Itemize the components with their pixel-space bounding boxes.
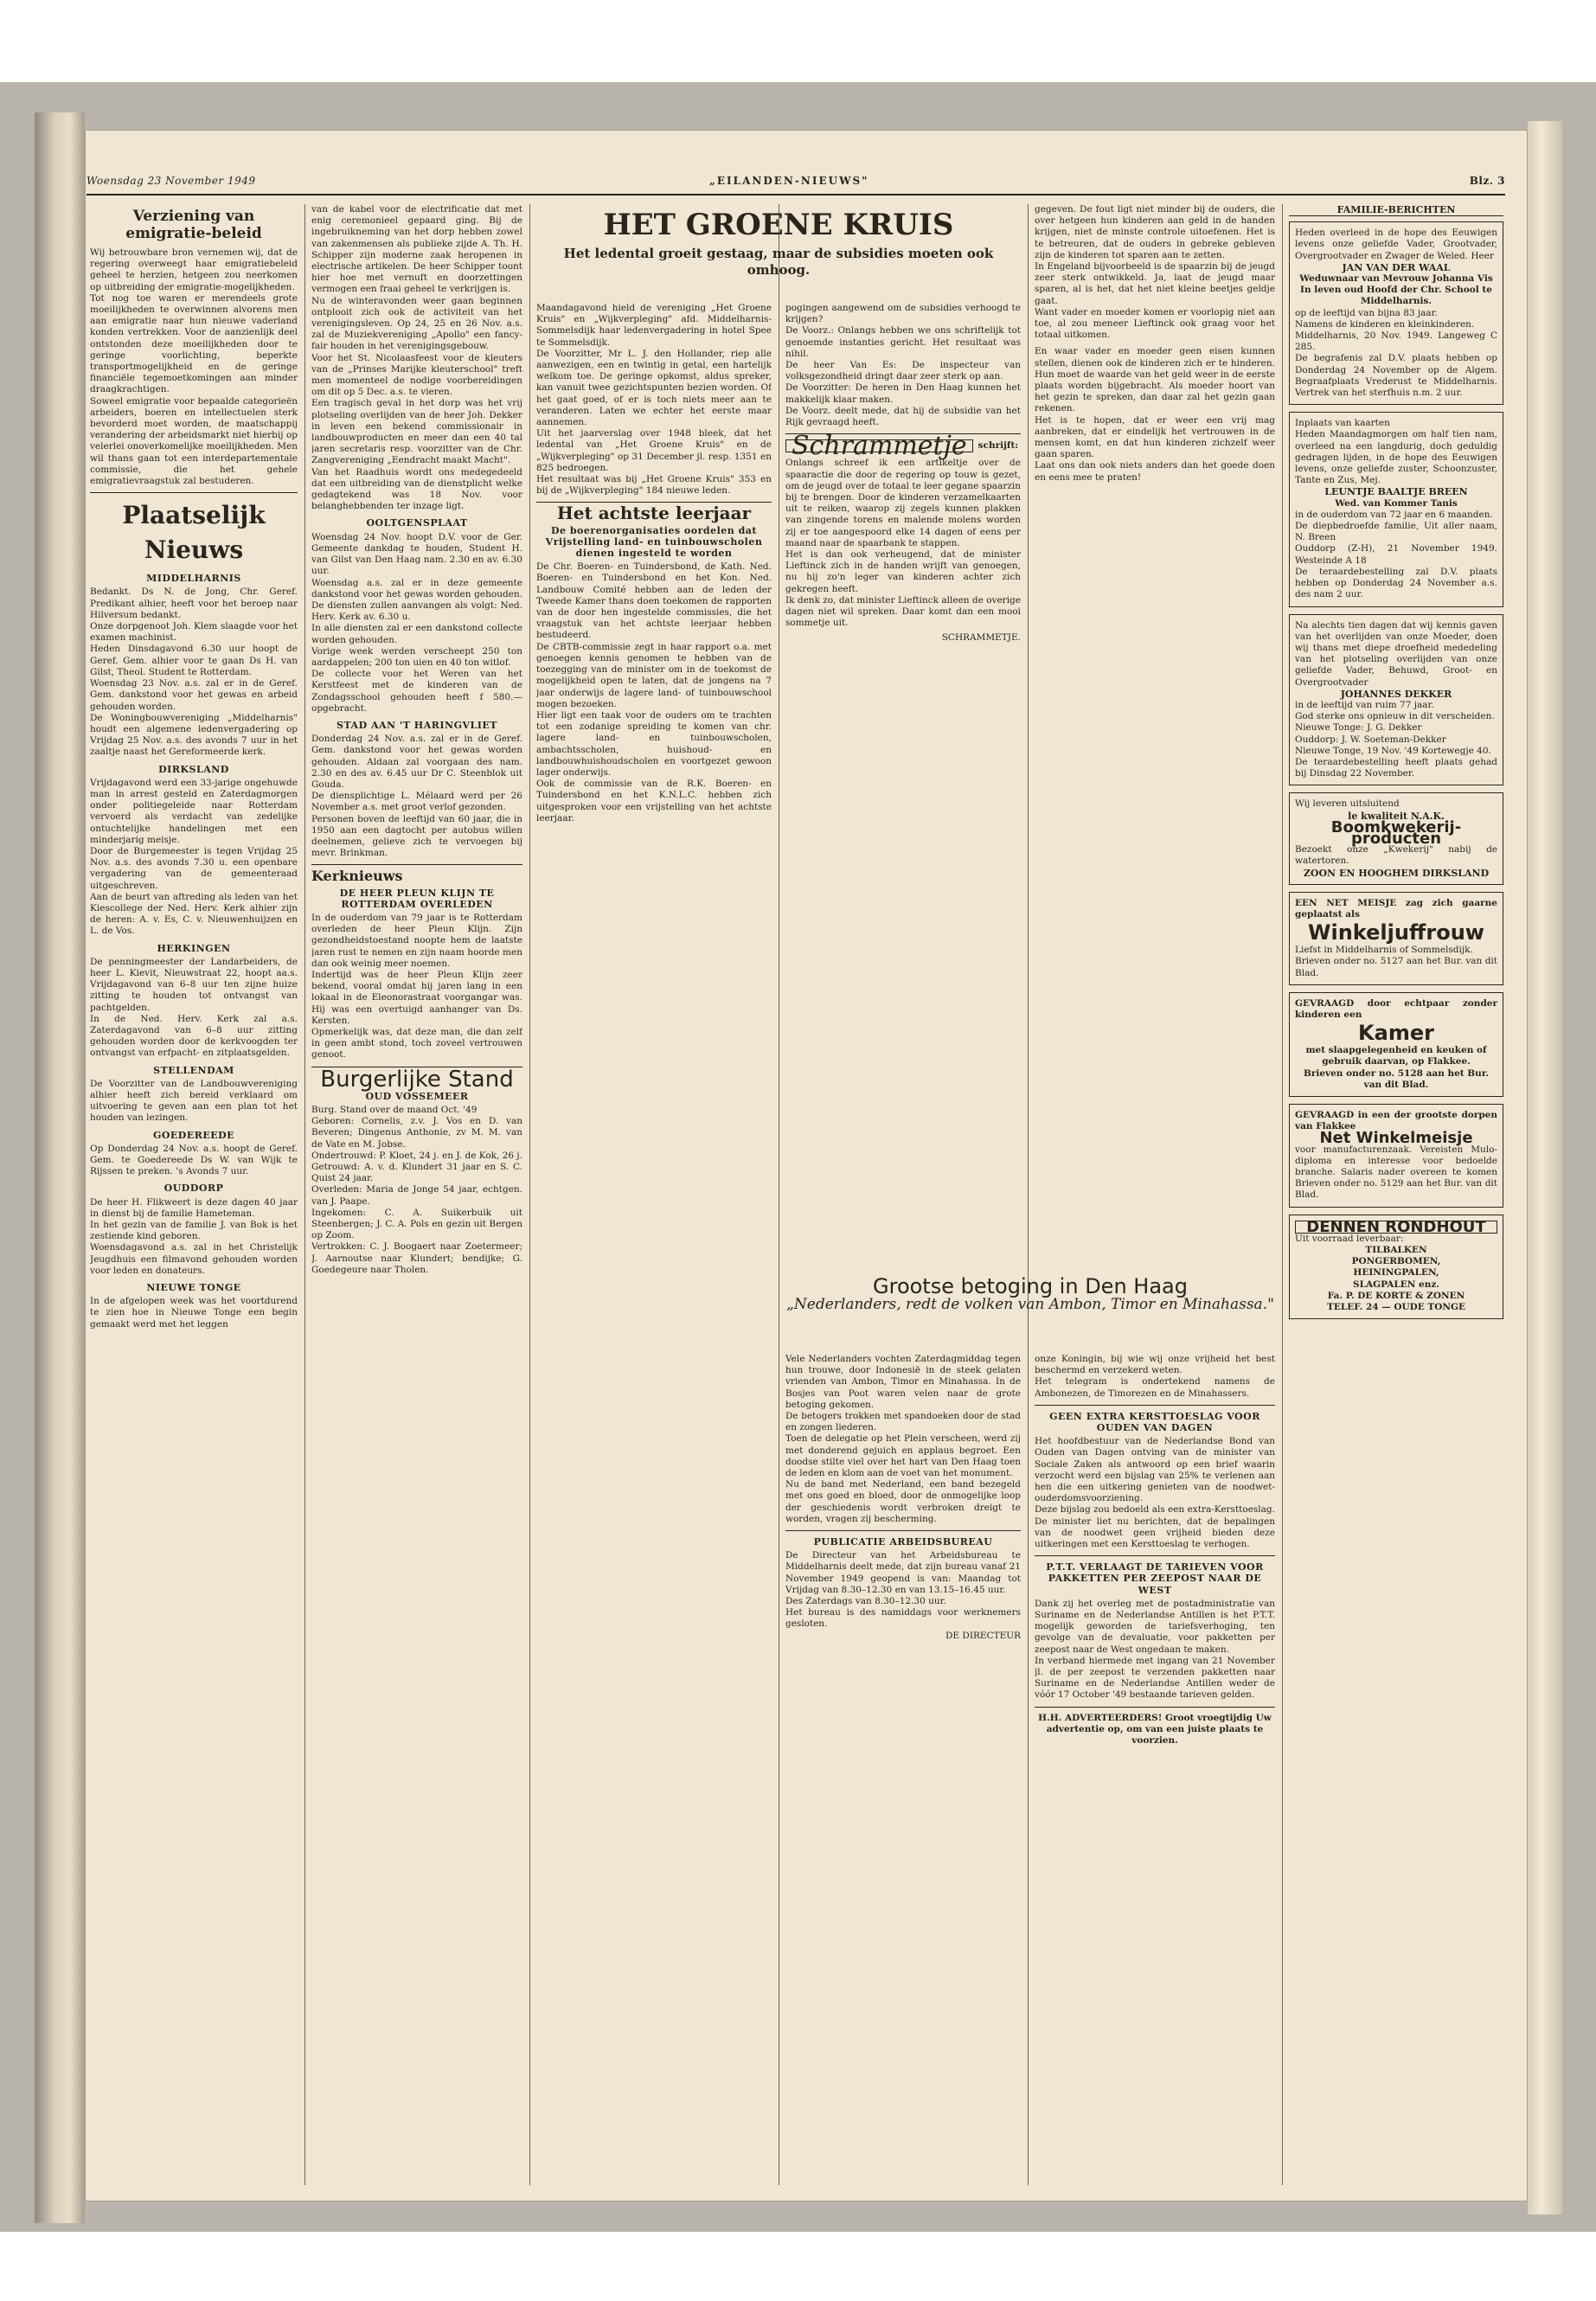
news-herkingen: De penningmeester der Landarbeiders, de heer L. Kievit, Nieuwstraat 22, hoopt aa.s. Vrijdagavond van 6–8 uur ten zijne huize zitting te houden tot ontvangst van pachtgelden. In de Ned. Herv. Kerk zal a.s. Zaterdagavond van 6–8 uur zitting gehouden worden door de kerkvoogden ter ontvangst van erfpacht- en zitplaatsgelden. [90, 956, 298, 1059]
article-groene-kruis-part1: Maandagavond hield de vereniging „Het Groene Kruis" en „Wijkverpleging" afd. Middelharnis-Sommelsdijk haar ledenvergadering in hotel Spee te Sommelsdijk. De Voorzitter, Mr L. J. den Hollander, riep alle aanwezigen, een en twintig in getal, een hartelijk welkom toe. De geringe opkomst, aldus spreker, kan vanuit twee gezichtspunten bezien worden. Of het gaat goed, of er is toch niets meer aan te veranderen. Laten we echter het eerste maar aannemen. Uit het jaarverslag over 1948 bleek, dat het ledental van „Het Groene Kruis" en de „Wijkverpleging" op 31 December jl. resp. 1351 en 825 bedroegen. Het resultaat was bij „Het Groene Kruis" 353 en bij de „Wijkverpleging" 184 nieuwe leden. [536, 303, 772, 497]
subheadline-achtste-leerjaar: De boerenorganisaties oordelen dat Vrijstelling land- en tuinbouwscholen dienen ingesteld te worden [545, 524, 763, 560]
ad-text: voor manufacturenzaak. Vereisten Mulo-diploma en interesse voor bedoelde branche. Salaris nader overeen te komen Brieven onder no. 5129 aan het Bur. van dit Blad. [1295, 1144, 1497, 1201]
article-pleun-klijn: In de ouderdom van 79 jaar is te Rotterdam overleden de heer Pleun Klijn. Zijn gezondheidstoestand noopte hem de laatste jaren rust te nemen en zijn naam hoorde men dan ook weinig meer noemen. Indertijd was de heer Pleun Klijn zeer bekend, vooral omdat hij jaren lang in een lokaal in de Eleonorastraat voorgangar was. Hij was een overtuigd aanhanger van Ds. Kersten. Opmerkelijk was, dat deze man, die dan zelf in geen ambt stond, toch zoveel vertrouwen genoot. [311, 912, 522, 1061]
news-continued: van de kabel voor de electrificatie dat met enig ceremonieel gepaard ging. Bij de ingebruikneming van het dorp hebben zowel van zakenmensen als publieke zijde A. Th. H. Schipper zijn moderne zaak heropenen in electrische artikelen. De heer Schipper toont hier hoe met vernuft en doorzettingen vermogen een fraai geheel te verkrijgen is. Nu de winteravonden weer gaan beginnen ontplooit zich ook de activiteit van het verenigingsleven. Op 24, 25 en 26 Nov. a.s. zal de Muziekvereniging „Apollo" een fancy-fair houden in het verenigingsgebouw. Voor het St. Nicolaasfeest voor de kleuters van de „Prinses Marijke kleuterschool" treft men momenteel de nodige voorbereidingen om dit op 5 Dec. a.s. te vieren. Een tragisch geval in het dorp was het vrij plotseling overlijden van de heer Joh. Dekker in leven een bekend commissionair in landbouwproducten en meer dan een 40 tal jaren secretaris resp. voorzitter van de Chr. Zangvereniging „Eendracht maakt Macht". Van het Raadhuis wordt ons medegedeeld dat een uitbreiding van de dienstplicht welke gedagtekend was 18 Nov. voor belanghebbenden ter inzage ligt. [311, 204, 522, 512]
notice-adverteerders: H.H. ADVERTEERDERS! Groot vroegtijdig Uw advertentie op, om van een juiste plaats te voorzien. [1038, 1712, 1272, 1747]
notice-details: in de leeftijd van ruim 77 jaar. God sterke ons opnieuw in dit verscheiden. Nieuwe Tonge: J. G. Dekker Ouddorp: J. W. Soeteman-Dekker Nieuwe Tonge, 19 Nov. '49 Kortewegje 40. De teraardebestelling heeft plaats gehad bij Dinsdag 22 November. [1295, 699, 1497, 779]
ad-dennen-rondhout [1289, 1215, 1503, 1320]
ad-text: le kwaliteit N.A.K. [1348, 810, 1445, 822]
column-3 [536, 303, 772, 1272]
town-heading-oud-vossemeer: OUD VOSSEMEER [365, 1090, 469, 1102]
headline-kersttoeslag: GEEN EXTRA KERSTTOESLAG VOOR OUDEN VAN DAGEN [1049, 1410, 1260, 1434]
notice-name: JOHANNES DEKKER [1340, 688, 1452, 700]
notice-dekker [1289, 614, 1503, 786]
schrammetje-subtitle: schrijft: [977, 440, 1019, 452]
ad-text: TILBALKEN PONGERBOMEN, HEININGPALEN, SLAGPALEN enz. [1351, 1245, 1441, 1290]
ad-text: Uit voorraad leverbaar: [1295, 1233, 1404, 1244]
ad-headline: Winkeljuffrouw [1308, 920, 1484, 945]
article-grootse-betoging-continued: onze Koningin, bij wie wij onze vrijheid het best beschermd en verzekerd weten. Het telegram is ondertekend namens de Ambonezen, de Timorezen en de Minahassers. [1035, 1354, 1275, 1399]
article-groene-kruis-part2: pogingen aangewend om de subsidies verhoogd te krijgen? De Voorz.: Onlangs hebben we ons schriftelijk tot genoemde instanties gericht. Het resultaat was nihil. De heer Van Es: De inspecteur van volksgezondheid dringt daar zeer sterk op aan. De Voorzitter: De heren in Den Haag kunnen het makkelijk klaar maken. De Voorz. deelt mede, dat hij de subsidie van het Rijk gevraagd heeft. [785, 303, 1021, 428]
ad-advertiser: Fa. P. DE KORTE & ZONEN TELEF. 24 — OUDE TONGE [1327, 1290, 1465, 1313]
town-heading-herkingen: HERKINGEN [157, 942, 231, 954]
column-5-lower [1035, 1354, 1275, 2184]
news-stad-aan-t-haringvliet: Donderdag 24 Nov. a.s. zal er in de Geref. Gem. dankstond voor het gewas worden gehouden. Aldaan zal voorgaan des nam. 2.30 en des av. 6.45 uur Dr C. Steenblok uit Gouda. De diensplichtige L. Mélaard werd per 26 November a.s. met groot verlof gezonden. Personen boven de leeftijd van 60 jaar, die in 1950 aan een dagtocht per autobus willen deelnemen, gelieve zich te vervoegen bij mevr. Brinkman. [311, 734, 522, 859]
headline-achtste-leerjaar: Het achtste leerjaar [556, 503, 752, 524]
masthead-date: Woensdag 23 November 1949 [87, 175, 256, 187]
ad-text: GEVRAAGD in een der grootste dorpen van Flakkee [1295, 1110, 1497, 1132]
section-title-plaatselijk-nieuws: Plaatselijk Nieuws [122, 501, 266, 565]
section-rule [311, 864, 522, 865]
article-schrammetje: Onlangs schreef ik een artikeltje over de spaaractie die door de regering op touw is gezet, om de jeugd over de totaal te leer gegane spaarzin bij te brengen. Door de kinderen verzamelkaarten uit te reiken, waarop zij zegels kunnen plakken van zingende torens en malende molens worden zij er toe aangespoord elke 14 dagen of eens per maand naar de spaarbank te stappen. Het is dan ook verheugend, dat de minister Lieftinck zich in de handen wrijft van genoegen, nu hij zo'n leger van kinderen achter zich gekregen heeft. Ik denk zo, dat minister Lieftinck alleen de overige dagen niet wil spreken. Daar komt dan een mooi sommetje uit. [785, 458, 1021, 629]
news-nieuwe-tonge: In de afgelopen week was het voortdurend te zien hoe in Nieuwe Tonge een begin gemaakt werd met het leggen [90, 1296, 298, 1330]
column-header-schrammetje [785, 431, 1021, 462]
masthead-paper-name: „EILANDEN-NIEUWS" [709, 175, 869, 187]
ad-kamer [1289, 992, 1503, 1097]
groene-kruis-header [536, 204, 1021, 299]
notice-text: Heden overleed in de hope des Eeuwigen levens onze geliefde Vader, Grootvader, Overgrootvader en Zwager de Weled. Heer [1295, 228, 1497, 261]
column-1 [90, 204, 298, 2185]
section-rule [90, 492, 298, 493]
section-title-kerknieuws: Kerknieuws [311, 868, 403, 885]
news-ooltgensplaat: Woensdag 24 Nov. hoopt D.V. voor de Ger. Gemeente dankdag te houden, Student H. van Gilst van Den Haag nam. 2.30 en av. 6.30 uur. Woensdag a.s. zal er in deze gemeente dankstond voor het gewas worden gehouden. De diensten zullen aanvangen als volgt: Ned. Herv. Kerk av. 6.30 u. In alle diensten zal er een dankstond collecte worden gehouden. Vorige week werden verscheept 250 ton aardappelen; 200 ton uien en 40 ton witlof. De collecte voor het Weren van het Kerstfeest met de kinderen van de Zondagsschool gehouden heeft f 580.— opgebracht. [311, 531, 522, 714]
article-ptt-tarieven: Dank zij het overleg met de postadministratie van Suriname en de Nederlandse Antillen is het P.T.T. mogelijk geworden de tariefsverhoging, ten gevolge van de devaluatie, voor pakketten per zeepost naar de West ongedaan te maken. In verband hiermede met ingang van 21 November jl. de per zeepost te verzenden pakketten naar Suriname en de Nederlandse Antillen weder de vóór 17 October '49 bestaande tarieven gelden. [1035, 1598, 1275, 1701]
column-divider [304, 204, 305, 2185]
town-heading-middelharnis: MIDDELHARNIS [146, 573, 241, 585]
masthead [87, 171, 1505, 192]
column-divider [529, 204, 530, 2185]
column-divider [1282, 204, 1283, 2185]
schrammetje-signature: SCHRAMMETJE. [941, 632, 1021, 644]
ad-winkeljuffrouw [1289, 892, 1503, 985]
notice-text: Inplaats van kaarten Heden Maandagmorgen om half tien nam, overleed na een langdurig, doch geduldig gedragen lijden, in de hope des Eeuwigen levens, onze geliefde zuster, Schoonzuster, Tante en Zus, Mej. [1295, 418, 1497, 486]
arbeidsbureau-signature: DE DIRECTEUR [945, 1630, 1021, 1641]
notice-breen [1289, 412, 1503, 606]
town-heading-dirksland: DIRKSLAND [158, 763, 229, 775]
article-schrammetje-continued-2: En waar vader en moeder geen eisen kunnen stellen, dienen ook de kinderen zich er te hinderen. Hun moet de waarde van het geld weer in de eerste plaats worden bijgebracht. Als moeder hoort van het gezin te spreken, dan daar zal het gezin gaan rekenen. Het is te hopen, dat er weer een vrij mag aanbreken, dat er eindelijk het vertrouwen in de mensen komt, en dat hun kinderen zichzelf weer gaan sparen. Laat ons dan ook niets anders dan het goede doen en eens mee te praten! [1035, 346, 1275, 483]
town-heading-goedereede: GOEDEREEDE [152, 1129, 235, 1141]
town-heading-stellendam: STELLENDAM [153, 1064, 234, 1076]
notice-details: op de leeftijd van bijna 83 jaar. Namens de kinderen en kleinkinderen. Middelharnis, 20 Nov. 1949. Langeweg C 285. De begrafenis zal D.V. plaats hebben op Donderdag 24 November op de Algem. Begraafplaats Vrederust te Middelharnis. Vertrek van het sterfhuis n.m. 2 uur. [1295, 307, 1497, 399]
ad-text: GEVRAAGD door echtpaar zonder kinderen een [1295, 997, 1497, 1020]
notice-name: LEUNTJE BAALTJE BREEN [1324, 486, 1468, 498]
civil-registry-oud-vossemeer: Burg. Stand over de maand Oct. '49 Geboren: Cornelis, z.v. J. Vos en D. van Beveren; Dingenus Anthonie, zv M. M. van de Vate en M. Jobse. Ondertrouwd: P. Kloet, 24 j. en J. de Kok, 26 j. Getrouwd: A. v. d. Klundert 31 jaar en S. C. Quist 24 jaar. Overleden: Maria de Jonge 54 jaar, echtgen. van J. Paape. Ingekomen: C. A. Suikerbuik uit Steenbergen; J. C. A. Pols en gezin uit Bergen op Zoom. Vertrokken: C. J. Boogaert naar Zoetermeer; J. Aarnoutse naar Klundert; bendijke; G. Goedegeure naar Tholen. [311, 1105, 522, 1275]
notice-subtext: Wed. van Kommer Tanis [1335, 497, 1458, 509]
section-rule [785, 1530, 1021, 1531]
news-middelharnis: Bedankt. Ds N. de Jong, Chr. Geref. Predikant alhier, heeft voor het beroep naar Hilversum bedankt. Onze dorpgenoot Joh. Klem slaagde voor het examen machinist. Heden Dinsdagavond 6.30 uur hoopt de Geref. Gem. alhier voor te gaan Ds H. van Gilst, Theol. Student te Rotterdam. Woensdag 23 Nov. a.s. zal er in de Geref. Gem. dankstond voor het gewas en arbeid gehouden worden. De Woningbouwvereniging „Middelharnis" houdt een algemene ledenvergadering op Vrijdag 25 Nov. a.s. des avonds 7 uur in het zaaltje naast het Gereformeerde kerk. [90, 586, 298, 758]
news-ouddorp: De heer H. Flikweert is deze dagen 40 jaar in dienst bij de familie Hameteman. In het gezin van de familie J. van Bok is het zestiende kind geboren. Woensdagavond a.s. zal in het Christelijk Jeugdhuis een filmavond gehouden worden voor leden en donateurs. [90, 1196, 298, 1276]
section-title-burgerlijke-stand: Burgerlijke Stand [320, 1066, 514, 1093]
ad-text: met slaapgelegenheid en keuken of gebruik daarvan, op Flakkee. Brieven onder no. 5128 aan het Bur. van dit Blad. [1303, 1045, 1490, 1090]
ad-text: Wij leveren uitsluitend [1295, 798, 1400, 810]
town-heading-ouddorp: OUDDORP [163, 1183, 224, 1195]
article-grootse-betoging: Vele Nederlanders vochten Zaterdagmiddag tegen hun trouwe, door Indonesië in de steek gelaten vrienden van Ambon, Timor en Minahassa. In de Bosjes van Poot waren velen naar de grote betoging gekomen. De betogers trokken met spandoeken door de stad en zongen liederen. Toen de delegatie op het Plein verscheen, werd zij met donderend gejuich en applaus begroet. Een doodse stilte viel over het hart van Den Haag toen de leden en klom aan de voet van het monument. Nu de band met Nederland, een band bezegeld met ons goed en bloed, door de onmogelijke loop der geschiedenis wordt verbroken dreigt te worden, vragen zij bescherming. [785, 1354, 1021, 1524]
ad-text: EEN NET MEISJE zag zich gaarne geplaatst als [1295, 897, 1497, 920]
notice-subtext: Weduwnaar van Mevrouw Johanna Vis In leven oud Hoofd der Chr. School te Middelharnis. [1299, 273, 1493, 307]
binding-strip [35, 112, 85, 2223]
section-rule [1035, 1555, 1275, 1556]
ad-winkelmeisje [1289, 1104, 1503, 1208]
header-familie-berichten: FAMILIE-BERICHTEN [1289, 204, 1503, 216]
article-schrammetje-continued: gegeven. De fout ligt niet minder bij de ouders, die over hetgeen hun kinderen aan geld in de handen krijgen, niet de minste controle uitoefenen. Het is te betreuren, dat de ouders in gebreke gebleven zijn de kinderen tot sparen aan te zetten. In Engeland bijvoorbeeld is de spaarzin bij de jeugd zeer sterk ontwikkeld. Ja, laat de jeugd maar sparen, al is het, dat het niet kleine beetjes geldje gaat. Want vader en moeder komen er voorlopig niet aan toe, al zou meneer Lieftinck ook graag voor het totaal uitkomen. [1035, 204, 1275, 341]
notice-van-der-waal [1289, 221, 1503, 405]
paper-edge [1528, 121, 1562, 2214]
article-arbeidsbureau: De Directeur van het Arbeidsbureau te Middelharnis deelt mede, dat zijn bureau vanaf 21 November 1949 geopend is van: Maandag tot Vrijdag van 8.30–12.30 en van 13.15–16.45 uur. Des Zaterdags van 8.30–12.30 uur. Het bureau is des namiddags voor werknemers gesloten. [785, 1550, 1021, 1630]
ad-text: Bezoekt onze „Kwekerij" nabij de watertoren. [1295, 844, 1497, 867]
subheadline-grootse-betoging: „Nederlanders, redt de volken van Ambon, Timor en Minahassa." [786, 1296, 1274, 1314]
masthead-rule [87, 194, 1505, 195]
ad-headline: Net Winkelmeisje [1319, 1129, 1473, 1148]
ad-advertiser: ZOON EN HOOGHEM DIRKSLAND [1303, 867, 1490, 879]
article-body-emigratie: Wij betrouwbare bron vernemen wij, dat de regering overweegt haar emigratiebeleid geheel te herzien, hetgeen zou neerkomen op uitbreiding der emigratie-mogelijkheden. Tot nog toe waren er merendeels grote moeilijkheden te overwinnen alvorens men aan emigratie naar hun nieuwe vaderland konden vertrekken. Voor de aanzienlijk deel ontstonden deze moeilijkheden door te geringe voorlichting, beperkte transportmogelijkheid en de geringe financiële tegemoetkomingen aan minder draagkrachtigen. Soweel emigratie voor bepaalde categorieën arbeiders, boeren en intellectuelen sterk bevorderd moet worden, de maatschappij verandering der arbeidsmarkt niet hierbij op velerlei onoverkomelijke moeilijkheden. Men wil thans gaan tot een interdepartementale commissie, die het gehele emigratievraagstuk zal bestuderen. [90, 247, 298, 487]
notice-details: in de ouderdom van 72 jaar en 6 maanden. De diepbedroefde familie, Uit aller naam, N. Breen Ouddorp (Z-H), 21 November 1949. Westeinde A 18 De teraardebestelling zal D.V. plaats hebben op Donderdag 24 November a.s. des nam 2 uur. [1295, 509, 1497, 600]
town-heading-nieuwe-tonge: NIEUWE TONGE [146, 1282, 241, 1294]
ad-text: Liefst in Middelharnis of Sommelsdijk. Brieven onder no. 5127 aan het Bur. van dit Blad. [1295, 945, 1497, 978]
section-rule [1035, 1707, 1275, 1708]
headline-grootse-betoging: Grootse betoging in Den Haag [873, 1276, 1188, 1298]
betoging-header [785, 1276, 1275, 1345]
article-achtste-leerjaar: De Chr. Boeren- en Tuindersbond, de Kath. Ned. Boeren- en Tuindersbond en het Kon. Ned. Landbouw Comité hebben aan de leden der Tweede Kamer thans doen toekomen de rapporten van de door hen ingestelde commissies, die het vraagstuk van het achtste leerjaar hebben bestudeerd. De CBTB-commissie zegt in haar rapport o.a. met genoegen kennis genomen te hebben van de toezegging van de minister om in de toekomst de mogelijkheid open te laten, dat de jongens na 7 jaar onderwijs de lagere land- of tuinbouwschool mogen bezoeken. Hier ligt een taak voor de ouders om te trachten tot een zodanige spreiding te komen van chr. lagere land- en tuinbouwscholen, ambachtsscholen, huishoud- en landbouwhuishoudscholen en voortgezet gewoon lager onderwijs. Ook de commissie van de R.K. Boeren- en Tuindersbond en het K.N.L.C. hebben zich uitgesproken voor een vrijstelling van het achtste leerjaar. [536, 561, 772, 824]
ad-headline: DENNEN RONDHOUT [1295, 1221, 1497, 1234]
headline-publicatie-arbeidsbureau: PUBLICATIE ARBEIDSBUREAU [813, 1536, 993, 1548]
notice-name: JAN VAN DER WAAL [1342, 261, 1451, 273]
column-advertisements [1289, 204, 1503, 2185]
headline-ptt-tarieven: P.T.T. VERLAAGT DE TARIEVEN VOOR PAKKETTEN PER ZEEPOST NAAR DE WEST [1046, 1561, 1264, 1596]
column-5 [1035, 204, 1275, 1259]
column-4 [785, 303, 1021, 1272]
news-dirksland: Vrijdagavond werd een 33-jarige ongehuwde man in arrest gesteld en Zaterdagmorgen onder politiegeleide naar Rotterdam vervoerd als verdacht van zedelijke ontuchtelijke handelingen met een minderjarig meisje. Door de Burgemeester is tegen Vrijdag 25 Nov. a.s. des avonds 7.30 u. een openbare vergadering van de gemeenteraad uitgeschreven. Aan de beurt van aftreding als leden van het Kiescollege der Ned. Herv. Kerk alhier zijn de heren: A. v. Es, C. v. Nieuwenhuijzen en L. de Vos. [90, 777, 298, 937]
news-goedereede: Op Donderdag 24 Nov. a.s. hoopt de Geref. Gem. te Goedereede Ds W. van Wijk te Rijssen te preken. 's Avonds 7 uur. [90, 1143, 298, 1177]
subheadline-groene-kruis: Het ledental groeit gestaag, maar de subsidies moeten ook omhoog. [563, 246, 994, 278]
ad-boomkwekerij [1289, 792, 1503, 884]
town-heading-stad-aan-t-haringvliet: STAD AAN 'T HARINGVLIET [337, 719, 497, 731]
headline-pleun-klijn: DE HEER PLEUN KLIJN TE ROTTERDAM OVERLEDEN [339, 887, 495, 910]
article-title-emigratie: Verziening van emigratie-beleid [125, 208, 262, 242]
article-kersttoeslag: Het hoofdbestuur van de Nederlandse Bond van Ouden van Dagen ontving van de minister van Sociale Zaken als antwoord op een brief waarin verzocht werd een bijslag van 25% te verlenen aan hen die een uitkering genieten van de noodwet-ouderdomsvoorziening. Deze bijslag zou bedoeld als een extra-Kersttoeslag. De minister liet nu berichten, dat de bepalingen van de noodwet geen vrijheid bieden deze uitkeringen met een Kersttoeslag te verhogen. [1035, 1436, 1275, 1550]
column-divider [1028, 204, 1029, 2185]
column-4-lower [785, 1354, 1021, 2184]
column-2 [311, 204, 522, 2185]
section-rule [1035, 1405, 1275, 1406]
ad-headline: Boomkwekerij-producten [1330, 817, 1462, 848]
masthead-page-number: Blz. 3 [1469, 175, 1505, 187]
news-stellendam: De Voorzitter van de Landbouwvereniging alhier heeft zich bereid verklaard om uitvoering te geven aan een plan tot het houden van lezingen. [90, 1078, 298, 1124]
ad-headline: Kamer [1358, 1021, 1434, 1046]
notice-text: Na alechts tien dagen dat wij kennis gaven van het overlijden van onze Moeder, doen wij thans met diepe droefheid mededeling van het plotseling overlijden van onze geliefde Vader, Behuwd, Groot- en Overgrootvader [1295, 619, 1497, 688]
schrammetje-title: Schrammetje [785, 439, 973, 452]
headline-groene-kruis: HET GROENE KRUIS [603, 208, 954, 242]
town-heading-ooltgensplaat: OOLTGENSPLAAT [366, 517, 468, 529]
